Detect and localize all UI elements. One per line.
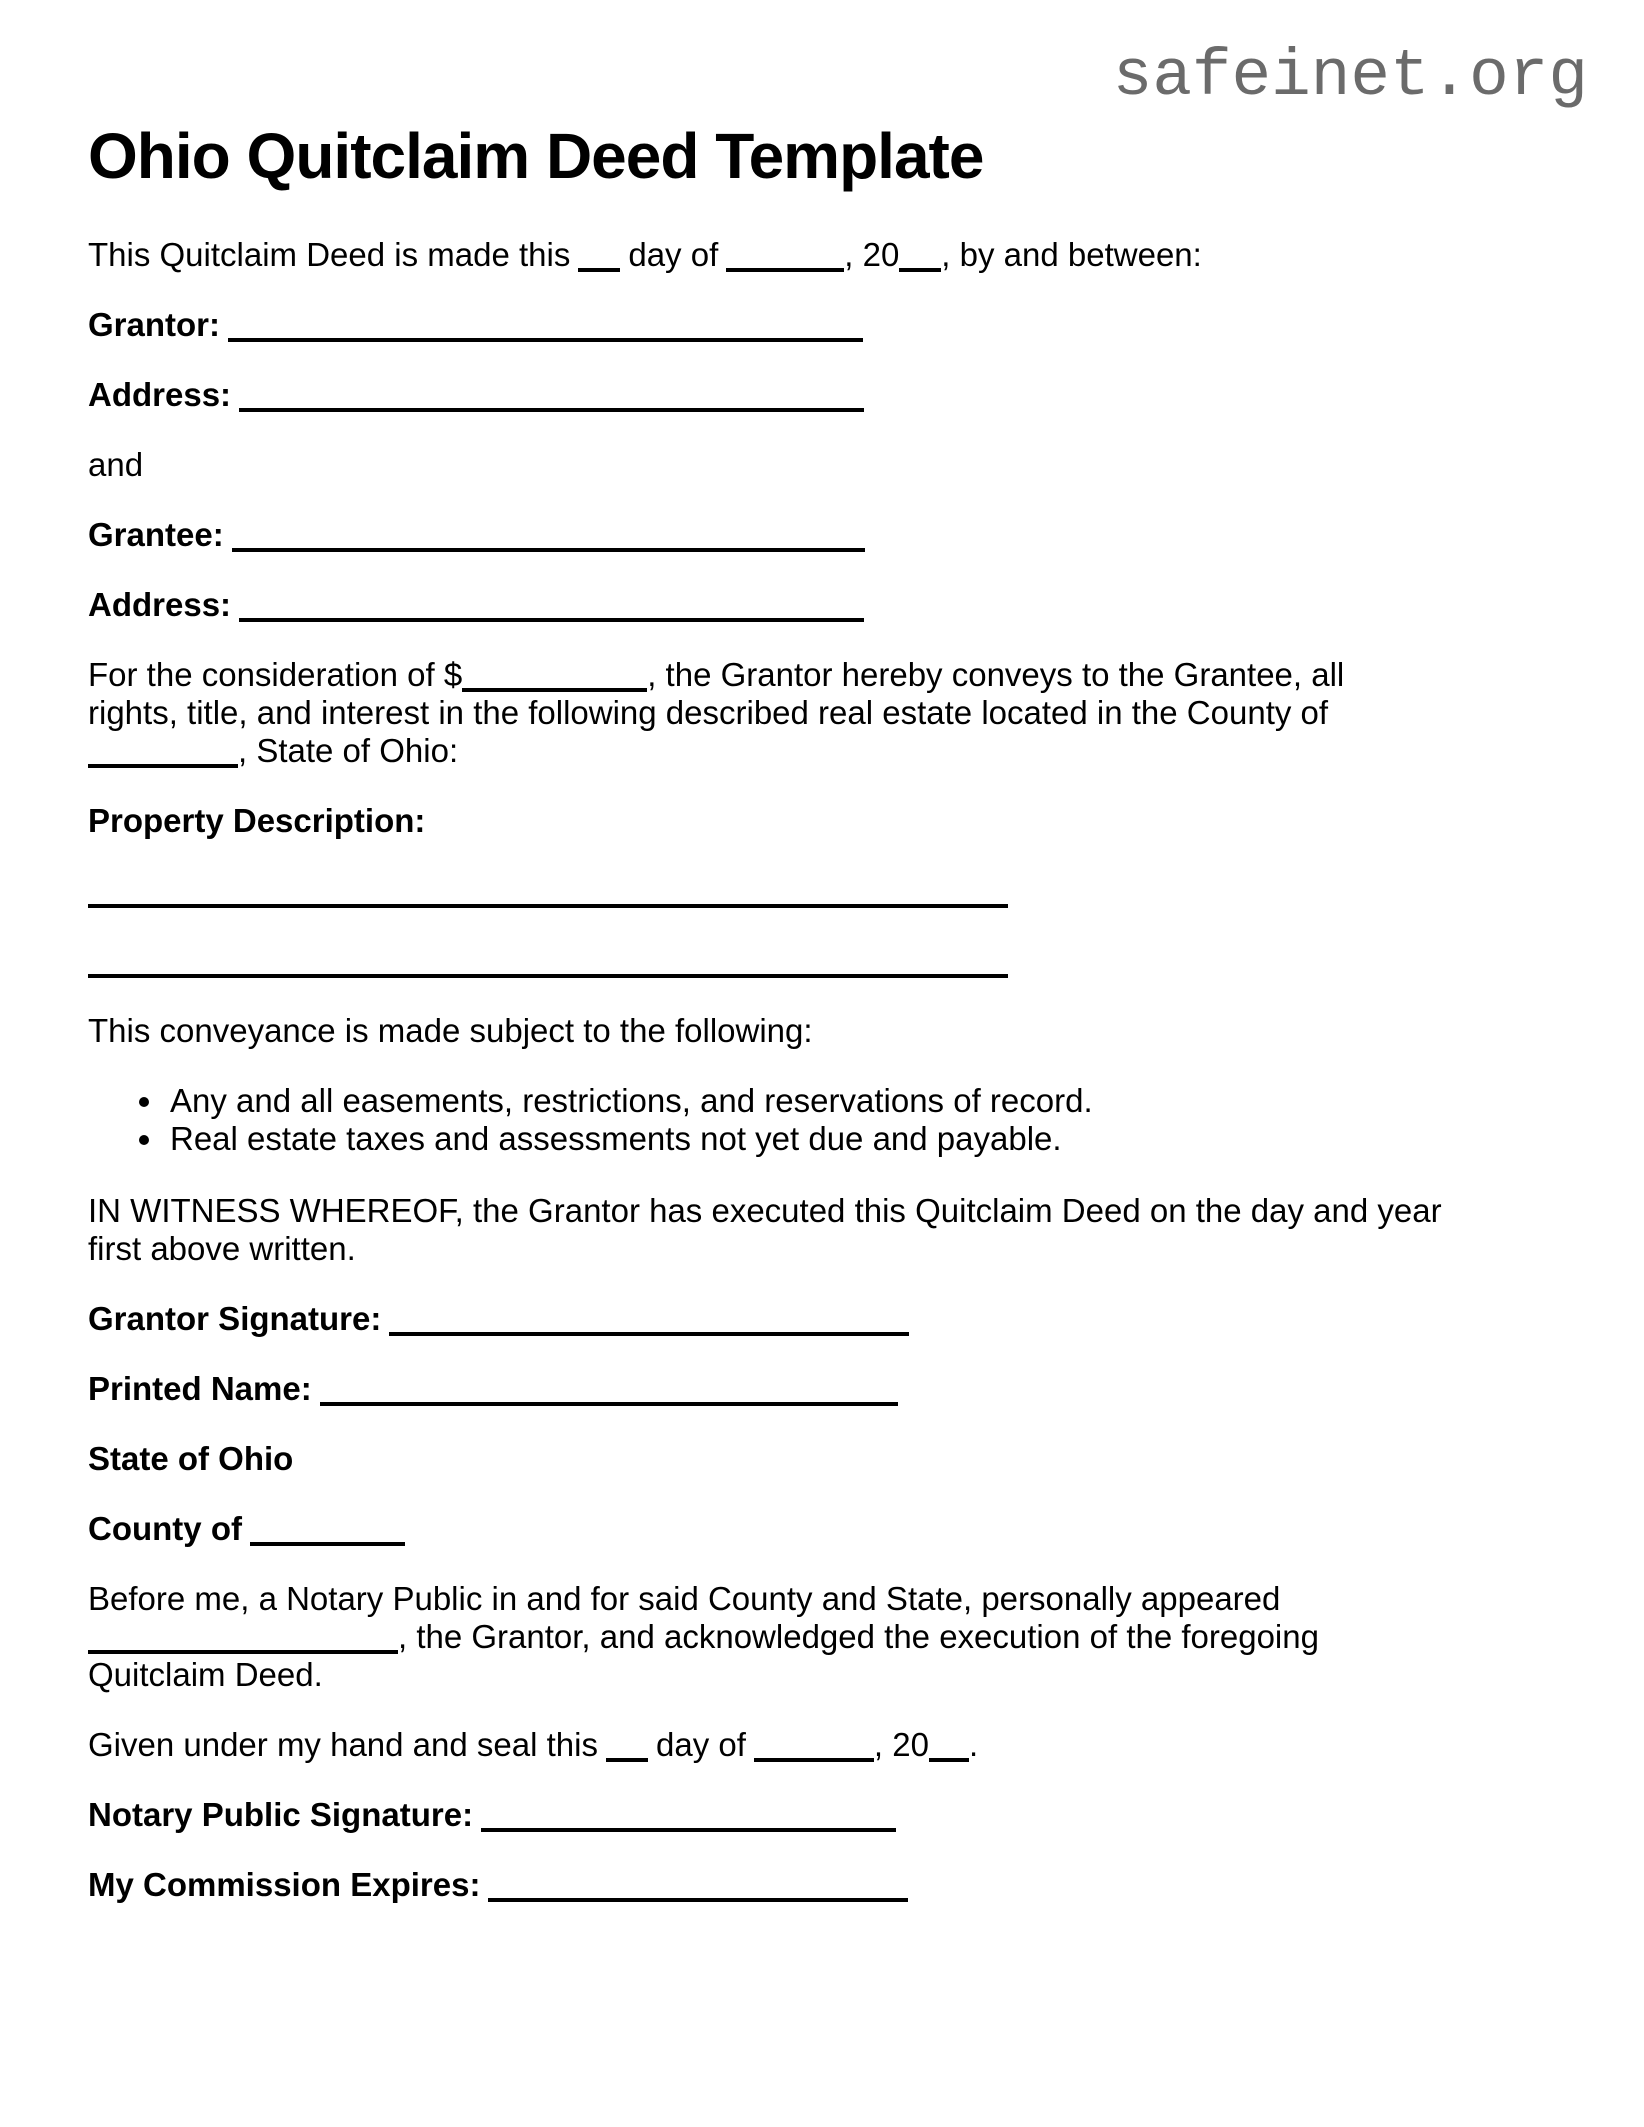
notary-before-line-3: Quitclaim Deed. [88,1656,323,1693]
intro-text-day-of: day of [628,236,719,273]
easements-item: • Any and all easements, restrictions, and reservations of record. [166,1082,1556,1120]
intro-year-blank [899,246,941,272]
consideration-text-state: , State of Ohio: [238,732,459,769]
county-of-line [88,1510,1556,1548]
printed-name-label: Printed Name: [88,1370,312,1407]
grantee-label: Grantee: [88,516,224,553]
intro-text-post: , by and between: [941,236,1202,273]
notary-before-line-1: Before me, a Notary Public in and for said County and State, personally appeared [88,1580,1281,1617]
witness-line-1: IN WITNESS WHEREOF, the Grantor has executed this Quitclaim Deed on the day and year [88,1192,1442,1229]
grantee-address-line [88,586,1556,624]
subject-intro: This conveyance is made subject to the following: [88,1012,813,1049]
notary-before-line-2 [88,1618,1556,1656]
printed-name-line [88,1370,1556,1408]
property-description-blank-1 [88,882,1008,908]
property-description-heading: Property Description: [88,802,426,839]
commission-expires-label: My Commission Expires: [88,1866,481,1903]
grantor-name-blank [228,316,863,342]
given-text-day-of: day of [655,1726,746,1763]
grantor-signature-label: Grantor Signature: [88,1300,382,1337]
appeared-name-blank [88,1628,398,1654]
given-text-post: . [968,1726,979,1763]
grantee-name-blank [232,526,865,552]
consideration-line-3 [88,732,1556,770]
consideration-text-pre: For the consideration of $ [88,656,463,693]
witness-line-2: first above written. [88,1230,356,1267]
notary-before-line-2-text: , the Grantor, and acknowledged the execution of the foregoing [398,1618,1319,1655]
notary-signature-blank [481,1806,896,1832]
page-title: Ohio Quitclaim Deed Template [88,120,984,192]
consideration-line-1 [88,656,1556,694]
site-url-watermark: safeinet.org [1112,39,1588,114]
consideration-amount-blank [462,666,647,692]
property-description-line-1 [88,872,1556,910]
consideration-county-blank [88,742,238,768]
property-description-line-2 [88,942,1556,980]
grantor-label: Grantor: [88,306,220,343]
intro-paragraph [88,236,1556,274]
grantor-line [88,306,1556,344]
notary-signature-label: Notary Public Signature: [88,1796,474,1833]
grantor-signature-blank [389,1310,909,1336]
witness-paragraph [88,1192,1556,1268]
taxes-item: • Real estate taxes and assessments not yet due and payable. [166,1120,1556,1158]
grantee-line [88,516,1556,554]
grantor-signature-line [88,1300,1556,1338]
notary-acknowledgment-paragraph [88,1580,1556,1694]
intro-day-blank [578,246,620,272]
intro-text-year-prefix: , 20 [844,236,900,273]
given-text-pre: Given under my hand and seal this [88,1726,598,1763]
grantor-address-line [88,376,1556,414]
notary-signature-line [88,1796,1556,1834]
consideration-text-post: , the Grantor hereby conveys to the Grantee, all [647,656,1345,693]
and-connector: and [88,446,144,483]
grantor-address-label: Address: [88,376,232,413]
grantee-address-label: Address: [88,586,232,623]
given-under-line [88,1726,1556,1764]
property-description-blank-2 [88,952,1008,978]
intro-text-pre: This Quitclaim Deed is made this [88,236,571,273]
intro-month-blank [726,246,844,272]
given-text-year-prefix: , 20 [873,1726,929,1763]
given-month-blank [754,1736,874,1762]
given-day-blank [606,1736,648,1762]
county-of-blank [250,1520,405,1546]
county-of-label: County of [88,1510,242,1547]
given-year-blank [929,1736,969,1762]
grantor-address-blank [239,386,864,412]
commission-expires-blank [488,1876,908,1902]
consideration-paragraph [88,656,1556,770]
subject-list [88,1082,1556,1158]
consideration-line-2: rights, title, and interest in the following described real estate located in the County of [88,694,1329,731]
commission-expires-line [88,1866,1556,1904]
grantee-address-blank [239,596,864,622]
printed-name-blank [320,1380,898,1406]
state-of-ohio-line: State of Ohio [88,1440,294,1477]
